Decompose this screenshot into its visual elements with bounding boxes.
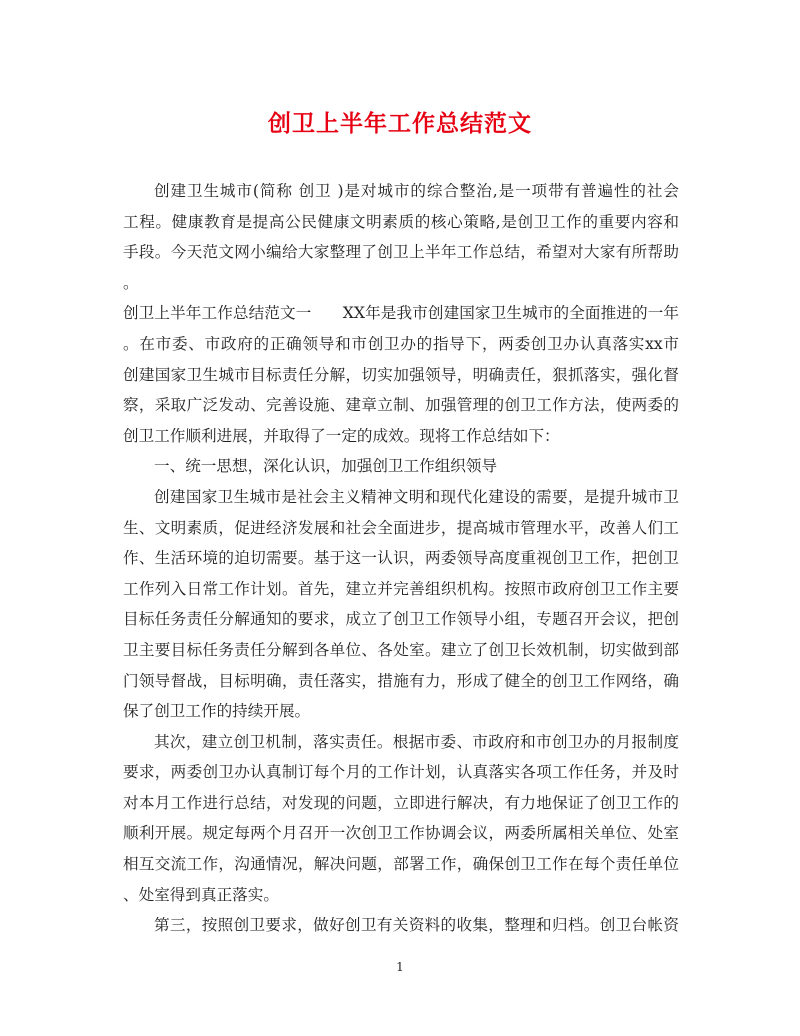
text-line: 对本月工作进行总结，对发现的问题，立即进行解决，有力地保证了创卫工作的 (123, 793, 679, 812)
text-line: 一、统一思想，深化认识，加强创卫工作组织领导 (154, 457, 498, 476)
document-title: 创卫上半年工作总结范文 (268, 110, 532, 137)
text-line: 作、生活环境的迫切需要。基于这一认识，两委领导高度重视创卫工作，把创卫 (123, 549, 679, 568)
text-line: 目标任务责任分解通知的要求，成立了创卫工作领导小组，专题召开会议，把创 (123, 610, 679, 629)
text-line: 创卫上半年工作总结范文一 XX年是我市创建国家卫生城市的全面推进的一年 (123, 304, 679, 323)
text-line: 卫主要目标任务责任分解到各单位、各处室。建立了创卫长效机制，切实做到部 (123, 640, 679, 659)
page-number: 1 (396, 960, 404, 974)
text-line: 顺利开展。规定每两个月召开一次创卫工作协调会议，两委所属相关单位、处室 (123, 824, 679, 843)
text-line: 第三，按照创卫要求，做好创卫有关资料的收集，整理和归档。创卫台帐资 (154, 916, 679, 935)
text-line: 。 (123, 273, 139, 292)
text-line: 创卫工作顺利进展，并取得了一定的成效。现将工作总结如下： (123, 426, 560, 445)
text-line: 工程。健康教育是提高公民健康文明素质的核心策略,是创卫工作的重要内容和 (123, 212, 679, 231)
text-line: 门领导督战，目标明确，责任落实，措施有力，形成了健全的创卫工作网络，确 (123, 671, 679, 690)
text-line: 。在市委、市政府的正确领导和市创卫办的指导下，两委创卫办认真落实xx市 (123, 334, 679, 353)
text-line: 、处室得到真正落实。 (123, 885, 279, 904)
text-line: 工作列入日常工作计划。首先，建立并完善组织机构。按照市政府创卫工作主要 (123, 579, 679, 598)
text-line: 生、文明素质，促进经济发展和社会全面进步，提高城市管理水平，改善人们工 (123, 518, 679, 537)
text-line: 手段。今天范文网小编给大家整理了创卫上半年工作总结，希望对大家有所帮助 (123, 243, 679, 262)
text-line: 要求，两委创卫办认真制订每个月的工作计划，认真落实各项工作任务，并及时 (123, 763, 679, 782)
text-line: 保了创卫工作的持续开展。 (123, 702, 311, 721)
text-line: 察，采取广泛发动、完善设施、建章立制、加强管理的创卫工作方法，使两委的 (123, 396, 679, 415)
text-line: 创建国家卫生城市是社会主义精神文明和现代化建设的需要，是提升城市卫 (154, 487, 679, 506)
text-line: 创建国家卫生城市目标责任分解，切实加强领导，明确责任，狠抓落实，强化督 (123, 365, 679, 384)
document-body (123, 176, 679, 941)
text-line: 相互交流工作，沟通情况，解决问题，部署工作，确保创卫工作在每个责任单位 (123, 855, 679, 874)
text-line: 创建卫生城市(简称 创卫 )是对城市的综合整治,是一项带有普遍性的社会 (154, 182, 679, 200)
text-line: 其次，建立创卫机制，落实责任。根据市委、市政府和市创卫办的月报制度 (154, 732, 679, 751)
